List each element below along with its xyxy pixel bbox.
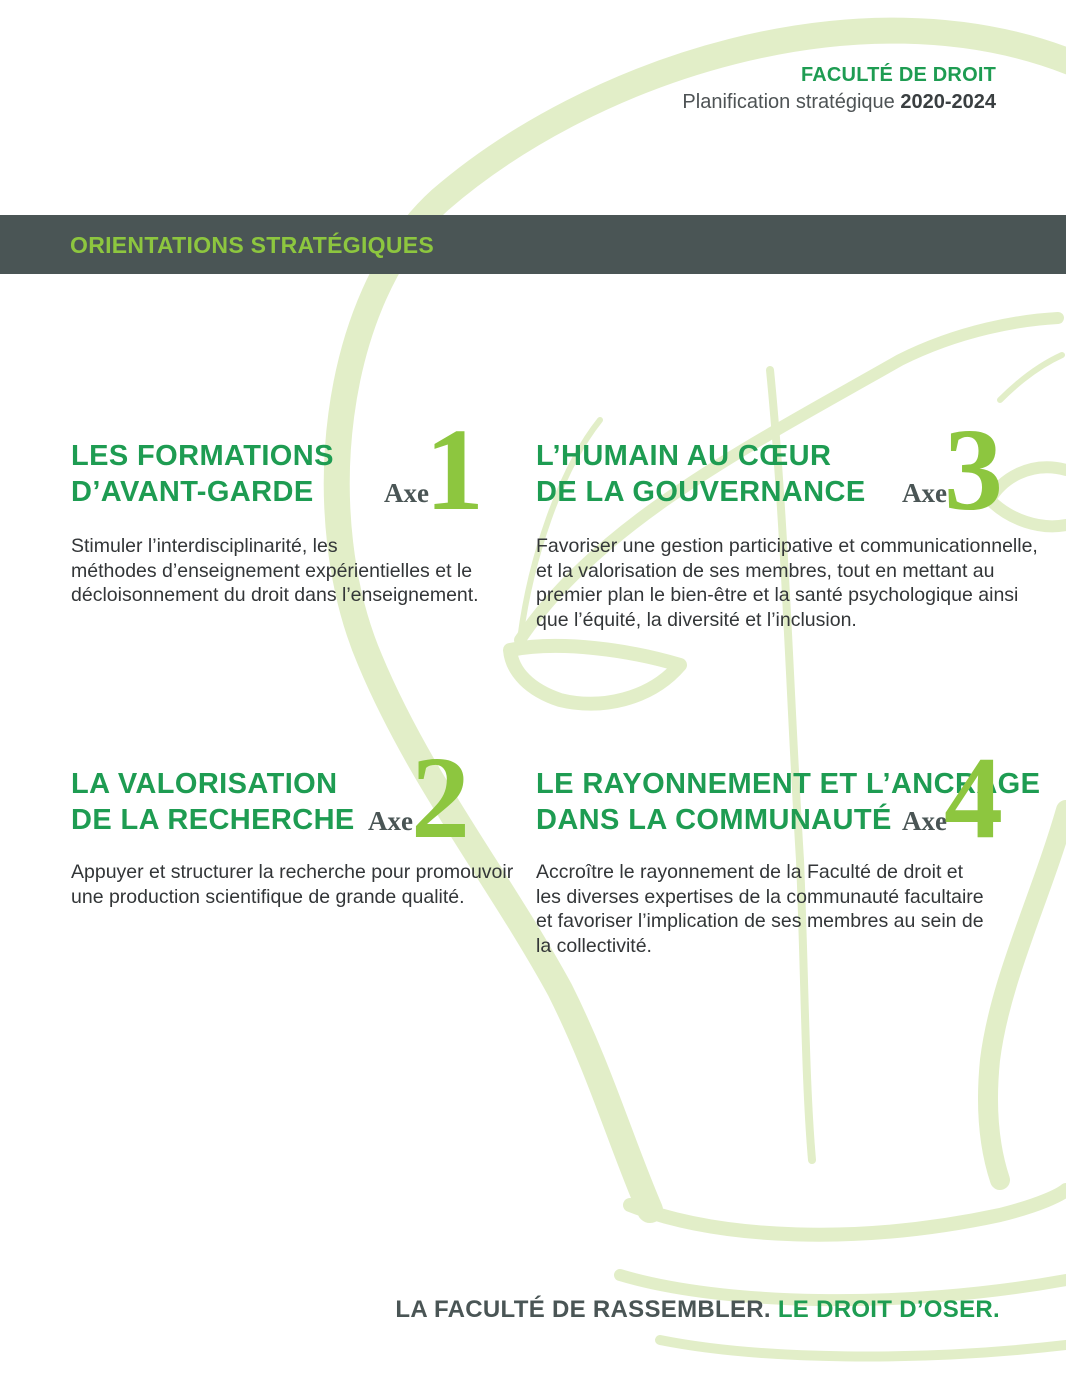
axis-1-number: 1 <box>425 404 484 535</box>
axis-1 <box>71 404 484 618</box>
axis-4-label: Axe <box>902 806 947 836</box>
axis-4-description-line: la collectivité. <box>536 934 652 957</box>
axis-1-label: Axe <box>384 478 429 508</box>
axis-4-description-line: Accroître le rayonnement de la Faculté de droit et <box>536 861 964 883</box>
axis-2-title-line: DE LA RECHERCHE <box>71 804 355 836</box>
axis-2-title-line: LA VALORISATION <box>71 768 338 800</box>
axis-2 <box>71 732 514 926</box>
axis-3-label: Axe <box>902 478 947 508</box>
axis-3-description-line: et la valorisation de ses membres, tout en mettant au <box>536 559 995 582</box>
axis-2-number: 2 <box>411 732 470 863</box>
axis-3-description-line: Favoriser une gestion participative et communicationnelle, <box>536 535 1038 557</box>
axis-4-description-line: les diverses expertises de la communauté facultaire <box>536 885 984 908</box>
slogan-part-1: LA FACULTÉ DE RASSEMBLER. <box>395 1296 771 1323</box>
section-title: ORIENTATIONS STRATÉGIQUES <box>70 232 435 258</box>
axis-3-title-line: L’HUMAIN AU CŒUR <box>536 440 832 472</box>
axis-2-description-line: une production scientifique de grande qualité. <box>71 885 465 908</box>
axis-4 <box>536 732 1041 966</box>
axis-3-description <box>536 534 1038 632</box>
axis-1-title-line: LES FORMATIONS <box>71 440 334 472</box>
axis-1-description <box>71 534 479 608</box>
axis-3-title-line: DE LA GOUVERNANCE <box>536 476 866 508</box>
footer-slogan <box>395 1296 1000 1324</box>
section-banner <box>0 215 1066 274</box>
slogan-part-2: LE DROIT D’OSER. <box>777 1296 1000 1323</box>
axis-3-description-line: premier plan le bien-être et la santé psychologique ainsi <box>536 584 1019 606</box>
plan-subtitle <box>682 88 996 116</box>
plan-years: 2020-2024 <box>900 91 996 113</box>
axis-4-title-line: DANS LA COMMUNAUTÉ <box>536 804 892 836</box>
axis-1-description-line: méthodes d’enseignement expérientielles et le <box>71 559 473 582</box>
axis-1-title <box>71 438 334 510</box>
axis-4-description <box>536 860 984 958</box>
axis-3-title <box>536 438 866 510</box>
axis-3 <box>536 404 1038 638</box>
document-header <box>682 62 996 116</box>
axis-4-description-line: et favoriser l’implication de ses membres au sein de <box>536 910 984 932</box>
axis-1-description-line: Stimuler l’interdisciplinarité, les <box>71 535 338 557</box>
axis-1-description-line: décloisonnement du droit dans l’enseignement. <box>71 584 479 606</box>
axis-1-title-line: D’AVANT-GARDE <box>71 476 314 508</box>
axis-2-description-line: Appuyer et structurer la recherche pour promouvoir <box>71 861 514 883</box>
axis-4-title-line: LE RAYONNEMENT ET L’ANCRAGE <box>536 768 1041 800</box>
axis-3-number: 3 <box>944 404 1003 535</box>
axis-2-label: Axe <box>368 806 413 836</box>
axis-2-description <box>71 860 513 909</box>
axis-3-description-line: que l’équité, la diversité et l’inclusion. <box>536 608 857 631</box>
plan-label: Planification stratégique <box>682 91 895 113</box>
faculty-name: FACULTÉ DE DROIT <box>800 64 996 86</box>
axis-2-title <box>71 766 355 838</box>
axis-4-number: 4 <box>944 732 1003 863</box>
